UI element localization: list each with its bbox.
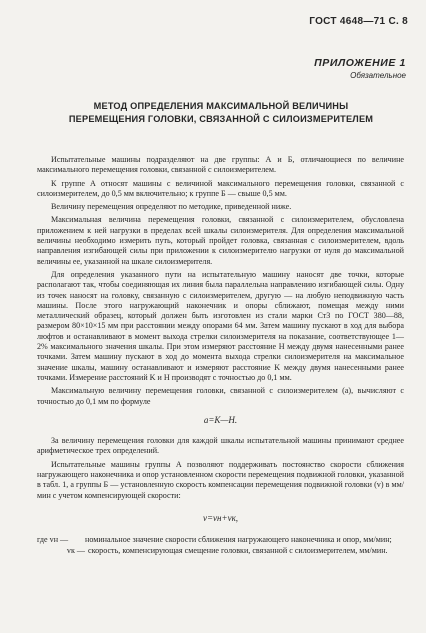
title-line-2: ПЕРЕМЕЩЕНИЯ ГОЛОВКИ, СВЯЗАННОЙ С СИЛОИЗМЕРИТЕЛЕМ [68,114,374,124]
definitions-list [37,535,404,556]
paragraph-7: За величину перемещения головки для каждой шкалы испытательной машины принимают среднее арифметическое трех определений. [37,436,404,456]
definition-symbol: где vн — [37,535,69,545]
title-line-1: МЕТОД ОПРЕДЕЛЕНИЯ МАКСИМАЛЬНОЙ ВЕЛИЧИНЫ [93,101,349,111]
definition-item [37,535,404,545]
page-header: ГОСТ 4648—71 С. 8 [309,16,408,27]
definition-symbol: vк — [66,545,85,555]
appendix-label [314,57,406,80]
paragraph-4: Максимальная величина перемещения головки, связанной с силоизмерителем, обусловлена приложением к ней нагрузки в пределах всей шкалы силоизмерителя. Для определения максимальной величины необходимо измерить путь, который пройдет головка, связанная с силоизмерителем, вдоль направления изгибающей силы при приложении к силоизмерителю нагрузки от нуля до максимальной величины ее, указанной на шкале силоизмерителя. [37,215,404,266]
paragraph-1: Испытательные машины подразделяют на две группы: А и Б, отличающиеся по величине максимального перемещения головки, связанной с силоизмерителем. [37,155,404,175]
paragraph-2: К группе А относят машины с величиной максимального перемещения головки, связанной с силоизмерителем, до 0,5 мм включительно; к группе Б — свыше 0,5 мм. [37,178,404,198]
paragraph-8: Испытательные машины группы А позволяют поддерживать постоянство скорости сближения нагружающего наконечника и опор установленном скорости перемещения подвижной головки, указанной в табл. 1, а группы Б — установленную скорость компенсации перемещения подвижной головки (v) в мм/мин с учетом компенсирующей скорости: [37,459,404,500]
definition-item [37,546,404,556]
document-title [36,100,406,126]
paragraph-6: Максимальную величину перемещения головки, связанной с силоизмерителем (a), вычисляют с точностью до 0,1 мм по формуле [37,386,404,406]
formula-speed: v=vн+vк, [202,512,239,523]
appendix-subtitle: Обязательное [350,71,406,80]
document-body [37,155,404,556]
paragraph-5: Для определения указанного пути на испытательную машину наносят две точки, которые располагают так, чтобы соединяющая их линия была параллельна направлению изгибающей силы. Одну из точек наносят на головку, связанную с силоизмерителем, другую — на любую неподвижную часть машины. После этого нагружающий наконечник и опоры сближают, помещая между ними металлический образец, который должен быть изготовлен из стали марки Ст3 по ГОСТ 380—88, размером 80×10×15 мм при расстоянии между опорами 64 мм. Затем машину пускают в ход для выбора люфтов и останавливают в момент выхода стрелки силоизмерителя на показание, соответствующее 1—2% максимального значения шкалы. При этом измеряют расстояние H между двумя нанесенными ранее точками. Затем машину пускают в ход до момента выхода стрелки силоизмерителя на максимальное значение шкалы, машину останавливают и измеряют расстояние K между двумя нанесенными ранее точками. Измерение расстояний K и H производят с точностью до 0,1 мм. [37,269,404,382]
definition-text: скорость, компенсирующая смещение головки, связанной с силоизмерителем, мм/мин. [88,545,388,555]
formula-displacement: a=K—H. [203,414,238,425]
appendix-title: ПРИЛОЖЕНИЕ 1 [314,57,406,69]
paragraph-3: Величину перемещения определяют по методике, приведенной ниже. [51,202,292,212]
definition-text: номинальное значение скорости сближения нагружающего наконечника и опор, мм/мин; [85,535,392,545]
